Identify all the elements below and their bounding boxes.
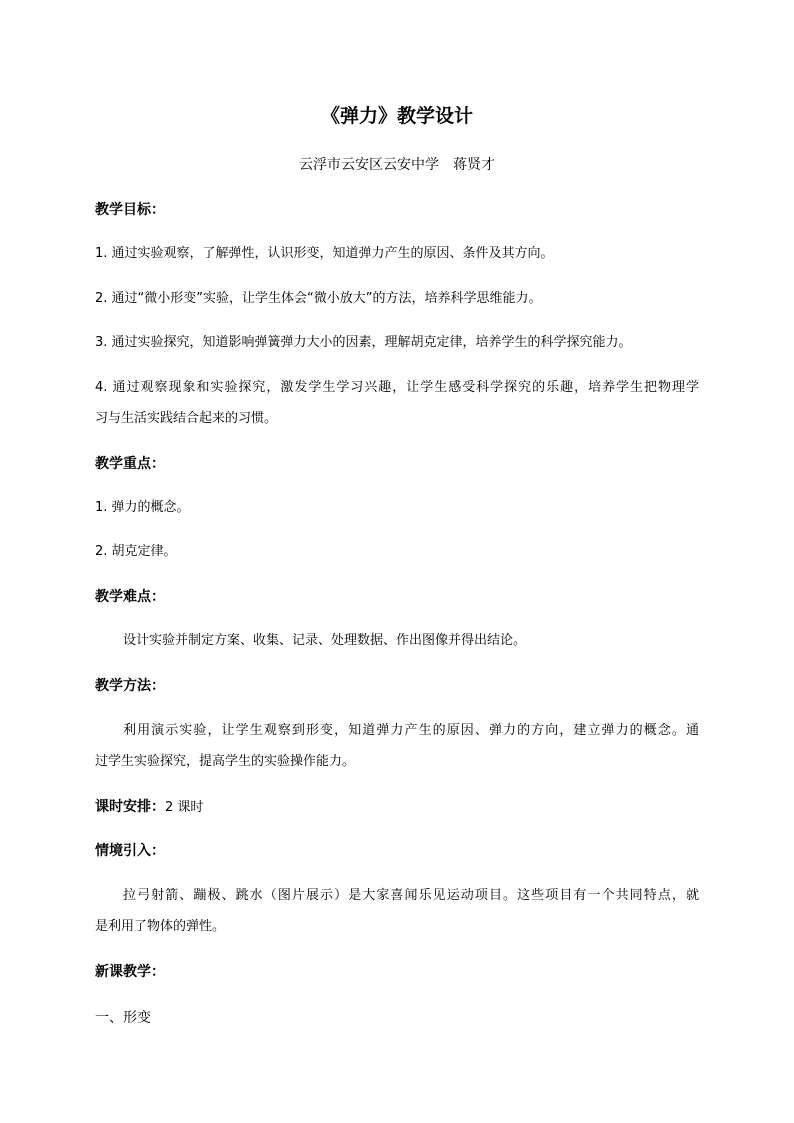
goal-item-4-line-2: 习与生活实践结合起来的习惯。	[95, 411, 278, 426]
difficulties-text: 设计实验并制定方案、收集、记录、处理数据、作出图像并得出结论。	[123, 633, 527, 648]
methods-text-line-1: 利用演示实验，让学生观察到形变，知道弹力产生的原因、弹力的方向，建立弹力的概念。通	[123, 723, 699, 738]
intro-text-line-2: 是利用了物体的弹性。	[95, 919, 226, 934]
goal-item: 1. 通过实验观察，了解弹性，认识形变，知道弹力产生的原因、条件及其方向。	[95, 246, 554, 261]
methods-heading: 教学方法：	[95, 678, 165, 694]
goals-heading: 教学目标：	[95, 202, 165, 218]
schedule-line	[95, 797, 203, 818]
intro-heading: 情境引入：	[95, 843, 165, 859]
difficulties-heading: 教学难点：	[95, 589, 165, 605]
goal-item: 2. 通过“微小形变”实验，让学生体会“微小放大”的方法，培养科学思维能力。	[95, 291, 542, 306]
key-point-item: 1. 弹力的概念。	[95, 500, 190, 515]
schedule-value: 2 课时	[165, 800, 204, 815]
new-lesson-heading: 新课教学：	[95, 964, 165, 980]
goal-item-4-line-1: 4. 通过观察现象和实验探究，激发学生学习兴趣，让学生感受科学探究的乐趣，培养学生把物理学	[95, 380, 699, 395]
key-point-item: 2. 胡克定律。	[95, 544, 177, 559]
intro-text-line-1: 拉弓射箭、蹦极、跳水（图片展示）是大家喜闻乐见运动项目。这些项目有一个共同特点，就	[123, 888, 699, 903]
schedule-label: 课时安排：	[95, 799, 165, 815]
document-title: 《弹力》教学设计	[320, 105, 473, 127]
section-deformation: 一、形变	[95, 1010, 151, 1026]
methods-text-line-2: 过学生实验探究，提高学生的实验操作能力。	[95, 754, 356, 769]
goal-item: 3. 通过实验探究，知道影响弹簧弹力大小的因素，理解胡克定律，培养学生的科学探究能力。	[95, 335, 632, 350]
key-points-heading: 教学重点：	[95, 456, 165, 472]
author-line: 云浮市云安区云安中学 蒋贤才	[299, 157, 495, 173]
